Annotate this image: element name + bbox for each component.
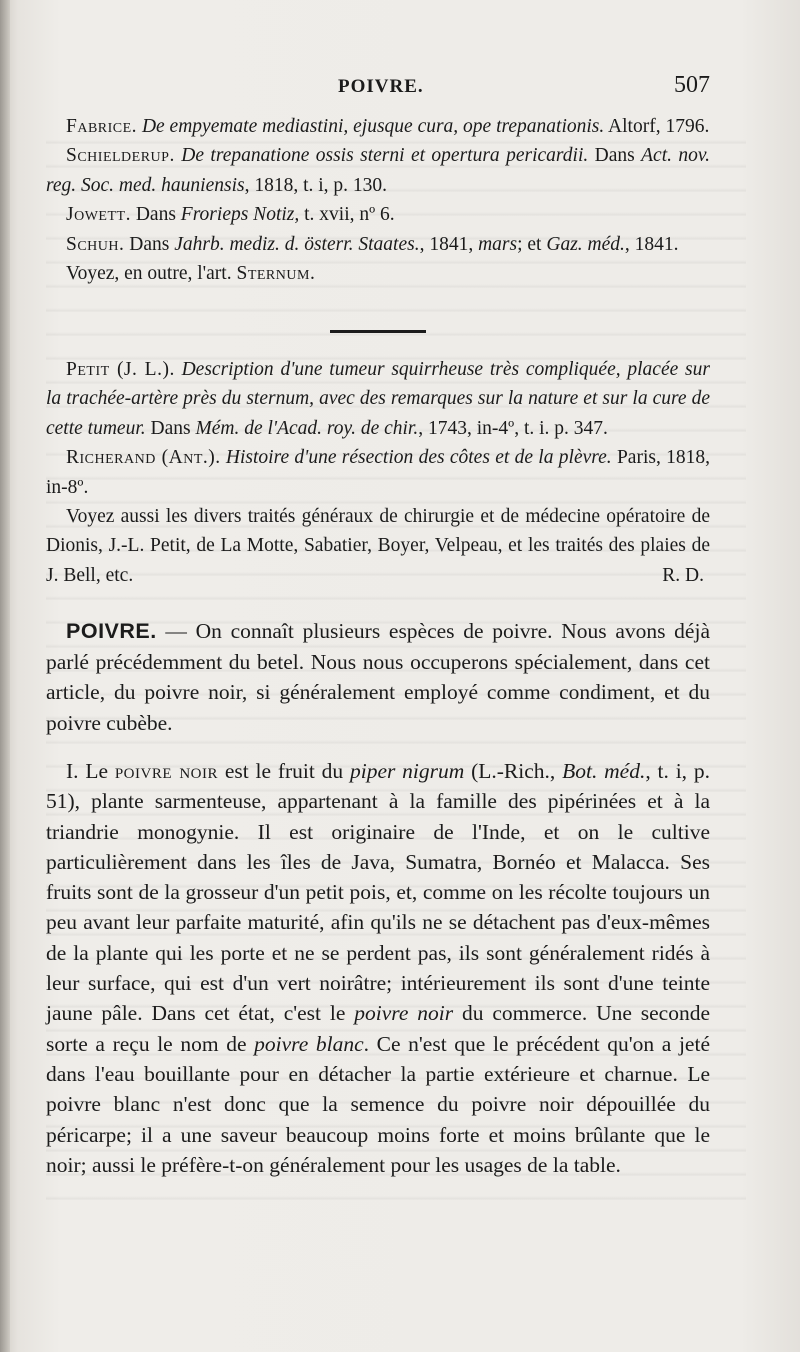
intro-paragraph: POIVRE. — On connaît plusieurs espèces de poivre. Nous avons déjà parlé précédemment du betel. Nous nous occuperons spécialement, dans cet article, du poivre noir, si généralement employé comme condiment, et du poivre cubèbe.: [46, 619, 710, 735]
see-also-line: Voyez, en outre, l'art. Sternum.: [66, 263, 315, 285]
page-spine-shadow: [0, 0, 10, 1352]
reference-entry: Richerand (Ant.). Histoire d'une résection des côtes et de la plèvre. Paris, 1818, in-8º.: [46, 447, 711, 498]
author-signature: R. D.: [662, 564, 704, 586]
body-paragraph: I. Le poivre noir est le fruit du piper nigrum (L.-Rich., Bot. méd., t. i, p. 51), plante sarmenteuse, appartenant à la famille des pipérinées et à la triandrie monogynie. Il est originaire de l'Inde, et on le cultive particulièrement dans les îles de Java, Sumatra, Bornéo et Malacca. Ses fruits sont de la grosseur d'un petit pois, et, comme on les récolte toujours un peu avant leur parfaite maturité, afin qu'ils ne se détachent pas d'eux-mêmes de la plante qui les porte et ne se perdent pas, ils sont généralement ridés à leur surface, qui est d'un vert noirâtre; intérieurement ils sont d'une teinte jaune pâle. Dans cet état, c'est le poivre noir du commerce. Une seconde sorte a reçu le nom de poivre blanc. Ce n'est que le précédent qu'on a jeté dans l'eau bouillante pour en détacher la partie extérieure et charnue. Le poivre blanc n'est donc que la semence du poivre noir dépouillée du péricarpe; il a une saveur beaucoup moins forte et moins brûlante que le noir; aussi le préfère-t-on généralement pour les usages de la table.: [46, 759, 711, 1177]
running-title: POIVRE.: [338, 76, 424, 97]
page-number: 507: [674, 72, 710, 98]
article-body: [46, 756, 710, 1180]
article-intro: [46, 616, 710, 738]
article-headword: POIVRE.: [66, 619, 157, 643]
reference-entry: Fabrice. De empyemate mediastini, ejusque cura, ope trepanationis. Altorf, 1796.: [66, 116, 710, 137]
references-bottom: [46, 355, 710, 590]
reference-entry: Schuh. Dans Jahrb. mediz. d. österr. Staates., 1841, mars; et Gaz. méd., 1841.: [66, 233, 679, 255]
page-header: [44, 72, 710, 106]
section-divider: [330, 330, 426, 333]
references-top: [46, 112, 710, 288]
reference-entry: Petit (J. L.). Description d'une tumeur squirrheuse très compliquée, placée sur la trachée-artère près du sternum, avec des remarques sur la nature et sur la cure de cette tumeur. Dans Mém. de l'Acad. roy. de chir., 1743, in-4º, t. i. p. 347.: [46, 359, 710, 439]
see-also-paragraph: Voyez aussi les divers traités généraux de chirurgie et de médecine opératoire de Dionis, J.-L. Petit, de La Motte, Sabatier, Boyer, Velpeau, et les traités des plaies de J. Bell, etc. R. D.: [46, 502, 710, 590]
reference-entry: Schielderup. De trepanatione ossis sterni et opertura pericardii. Dans Act. nov. reg. Soc. med. hauniensis, 1818, t. i, p. 130.: [46, 145, 710, 196]
reference-entry: Jowett. Dans Frorieps Notiz, t. xvii, nº 6.: [66, 204, 395, 226]
